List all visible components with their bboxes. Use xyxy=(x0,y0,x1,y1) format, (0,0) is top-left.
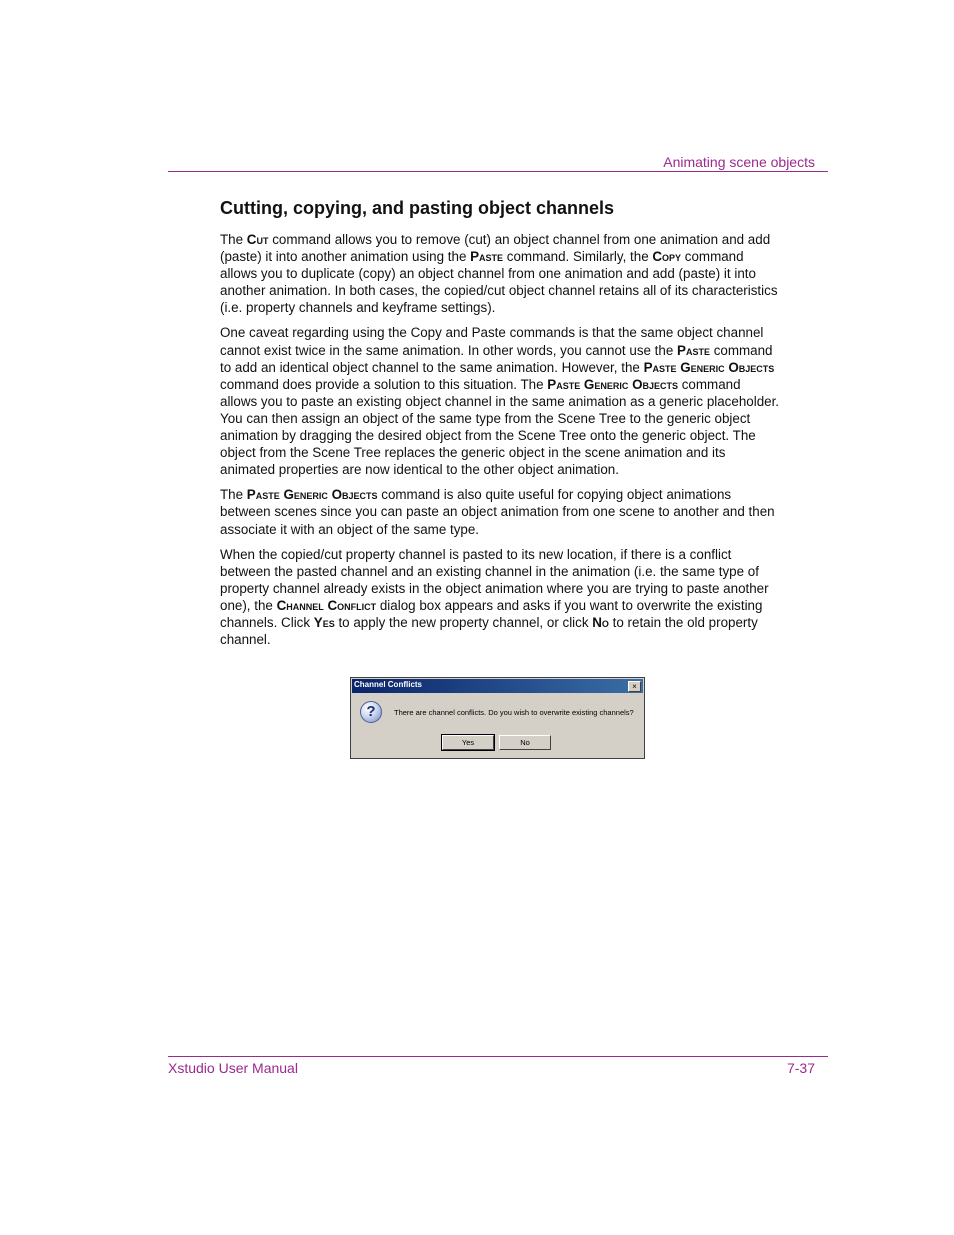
paragraph-3 xyxy=(220,486,780,537)
text-run: to apply the new property channel, or click xyxy=(334,614,593,630)
text-run: to retain the old property channel. xyxy=(220,614,758,648)
text-run: command to add an identical object channel to the same animation. However, the xyxy=(220,342,773,375)
command-paste: Paste xyxy=(470,249,504,265)
body-text xyxy=(220,231,780,656)
text-run: command is also quite useful for copying object animations between scenes since you can paste an object animation from one scene to another and then associate it with an object of the same type. xyxy=(220,487,775,537)
dialog-title: Channel Conflicts xyxy=(354,680,423,689)
command-paste-generic-objects: Paste Generic Objects xyxy=(547,376,679,392)
running-header: Animating scene objects xyxy=(663,154,815,170)
command-cut: Cut xyxy=(246,232,269,247)
paragraph-2 xyxy=(220,324,780,478)
command-yes: Yes xyxy=(313,614,335,630)
text-run: dialog box appears and asks if you want to overwrite the existing channels. Click xyxy=(220,597,763,630)
footer-manual-title: Xstudio User Manual xyxy=(168,1060,298,1076)
text-run: command. Similarly, the xyxy=(503,249,653,265)
text-run: command allows you to remove (cut) an object channel from one animation and add (paste) it into another animation using the xyxy=(220,232,771,265)
header-rule xyxy=(168,171,828,172)
text-run: command allows you to paste an existing object channel in the same animation as a generic placeholder. You can then assign an object of the same type from the Scene Tree to the generic object animation by dragging the desired object from the Scene Tree onto the generic object. The object from the Scene Tree replaces the generic object in the scene animation and its animated properties are now identical to the other object animation. xyxy=(220,376,780,478)
question-icon: ? xyxy=(360,701,382,723)
command-channel-conflict: Channel Conflict xyxy=(276,597,377,613)
section-title: Cutting, copying, and pasting object channels xyxy=(220,198,615,218)
page-number: 7-37 xyxy=(786,1060,815,1076)
command-paste-generic-objects: Paste Generic Objects xyxy=(246,487,378,503)
text-run: One caveat regarding using the Copy and Paste commands is that the same object channel cannot exist twice in the same animation. In other words, you cannot use the xyxy=(220,325,764,358)
command-paste: Paste xyxy=(677,342,710,358)
channel-conflicts-dialog xyxy=(350,677,645,759)
command-paste-generic-objects: Paste Generic Objects xyxy=(643,359,775,375)
close-icon[interactable]: × xyxy=(628,681,641,692)
command-copy: Copy xyxy=(652,249,682,265)
text-run: command does provide a solution to this situation. The xyxy=(220,376,548,392)
text-run: The xyxy=(220,232,247,247)
text-run: When the copied/cut property channel is pasted to its new location, if there is a conflict between the pasted channel and an existing channel in the animation (i.e. the same type of property channel already exists in the object animation where you are trying to paste another one), the xyxy=(220,546,769,613)
text-run: command allows you to duplicate (copy) an object channel from one animation and add (paste) it into another animation. In both cases, the copied/cut object channel retains all of its characteristics (i.e. property channels and keyframe settings). xyxy=(220,249,778,316)
footer-rule xyxy=(168,1056,828,1057)
command-no: No xyxy=(592,614,609,630)
dialog-message: There are channel conflicts. Do you wish to overwrite existing channels? xyxy=(394,708,634,717)
dialog-titlebar xyxy=(352,679,643,693)
text-run: The xyxy=(220,487,247,503)
no-button[interactable]: No xyxy=(499,735,551,750)
paragraph-1 xyxy=(220,231,780,316)
paragraph-4 xyxy=(220,546,780,649)
yes-button[interactable]: Yes xyxy=(442,735,494,750)
